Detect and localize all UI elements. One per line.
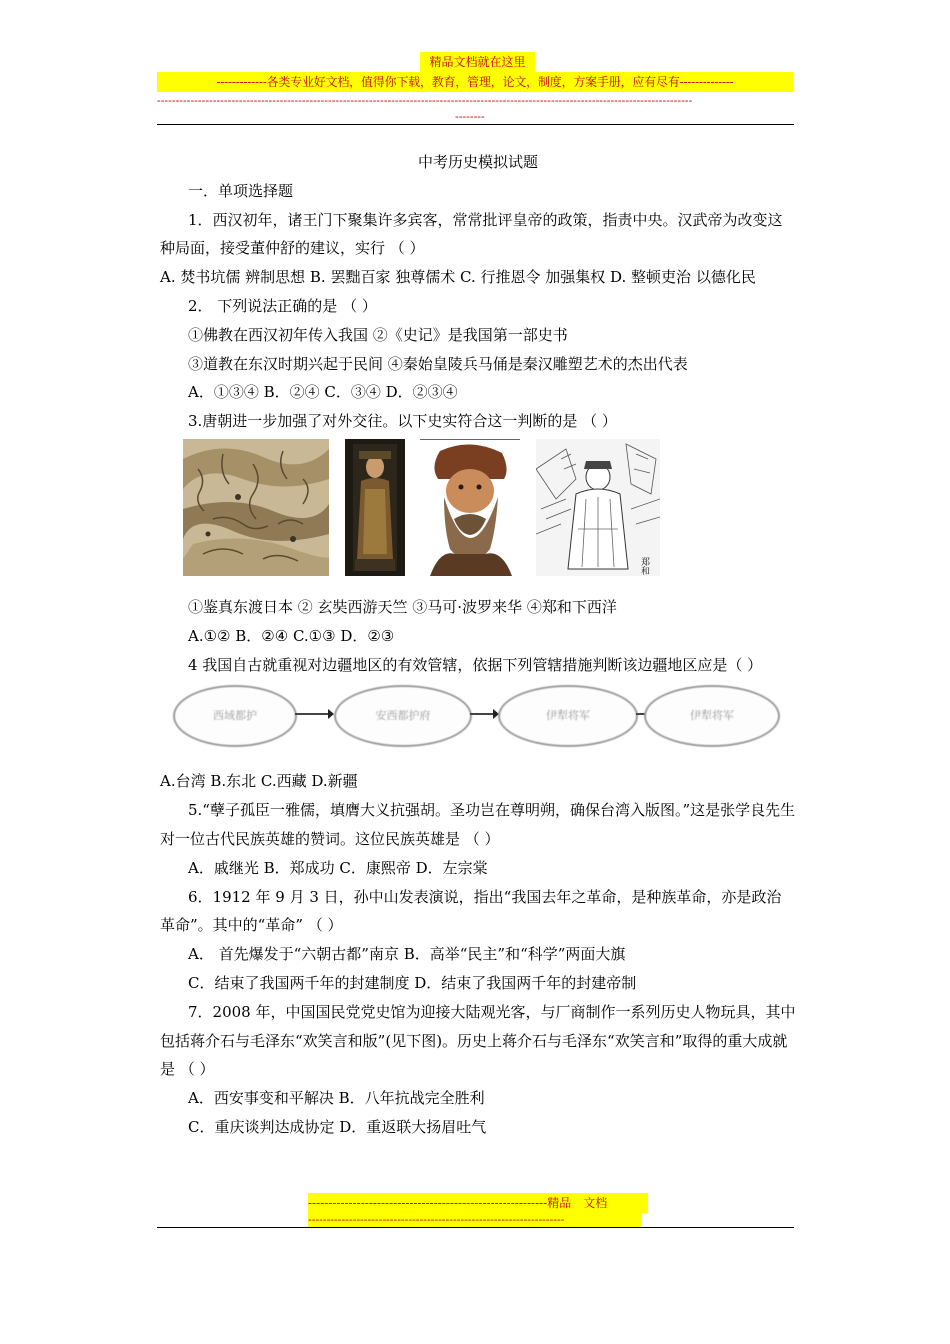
exam-content bbox=[160, 148, 796, 1142]
question-7-stem: 7．2008 年，中国国民党党史馆为迎接大陆观光客，与厂商制作一系列历史人物玩具，其中包括蒋介石与毛泽东“欢笑言和版”(见下图)。历史上蒋介石与毛泽东“欢笑言和”取得的重大成就是 （ ） bbox=[160, 1002, 796, 1079]
flow-arrow-1 bbox=[295, 713, 331, 715]
flow-node-2: 安西都护府 bbox=[334, 685, 472, 747]
question-3-options: A.①② B．②④ C.①③ D．②③ bbox=[188, 626, 395, 645]
flow-node-3: 伊犁将军 bbox=[498, 685, 638, 747]
zheng-he-drawing bbox=[536, 439, 660, 576]
question-3-line1: ①鉴真东渡日本 ② 玄奘西游天竺 ③马可·波罗来华 ④郑和下西洋 bbox=[188, 597, 617, 616]
flow-node-1: 西域都护 bbox=[173, 685, 297, 747]
question-7-option-cd: C．重庆谈判达成协定 D．重返联大扬眉吐气 bbox=[188, 1117, 487, 1136]
question-5-stem: 5.“孽子孤臣一雅儒，填膺大义抗强胡。圣功岂在尊明朔，确保台湾入版图。”这是张学良先生对一位古代民族英雄的赞词。这位民族英雄是 （ ） bbox=[160, 801, 796, 848]
monk-image bbox=[345, 439, 405, 576]
question-1-options: A. 焚书坑儒 辨制思想 B. 罢黜百家 独尊儒术 C. 行推恩令 加强集权 D. 整顿吏治 以德化民 bbox=[160, 268, 756, 287]
question-3-stem: 3.唐朝进一步加强了对外交往。以下史实符合这一判断的是 （ ） bbox=[188, 412, 617, 431]
mural-image bbox=[183, 439, 329, 576]
section-heading: 一．单项选择题 bbox=[188, 181, 294, 200]
question-4-options: A.台湾 B.东北 C.西藏 D.新疆 bbox=[160, 772, 358, 791]
footer-line1: -----------------------------------------------------------精品 文档 bbox=[308, 1193, 648, 1213]
question-5-options: A．戚继光 B．郑成功 C．康熙帝 D．左宗棠 bbox=[188, 858, 488, 877]
footer-rule bbox=[157, 1227, 794, 1228]
question-6-option-cd: C．结束了我国两千年的封建制度 D．结束了我国两千年的封建帝制 bbox=[188, 973, 637, 992]
footer-line2: --------------------------------------------------------------------- bbox=[308, 1213, 641, 1227]
header-tag: 精品文档就在这里 bbox=[420, 52, 535, 72]
header-dashes-short: -------- bbox=[455, 110, 485, 123]
question-2-line2: ③道教在东汉时期兴起于民间 ④秦始皇陵兵马俑是秦汉雕塑艺术的杰出代表 bbox=[188, 354, 688, 373]
flow-arrow-2 bbox=[470, 713, 496, 715]
header-slogan: -------------各类专业好文档，值得你下载，教育，管理，论文，制度，方案手册，应有尽有-------------- bbox=[157, 72, 793, 92]
flow-node-4: 伊犁将军 bbox=[644, 685, 780, 747]
question-2-options: A．①③④ B．②④ C．③④ D．②③④ bbox=[188, 383, 458, 402]
exam-title: 中考历史模拟试题 bbox=[417, 153, 538, 171]
question-1-stem: 1．西汉初年，诸王门下聚集许多宾客，常常批评皇帝的政策，指责中央。汉武帝为改变这种局面，接受董仲舒的建议，实行 （ ） bbox=[160, 210, 783, 258]
zheng-he-caption: 郑和 bbox=[639, 556, 649, 575]
header-rule bbox=[157, 124, 794, 125]
question-4-stem: 4 我国自古就重视对边疆地区的有效管辖，依据下列管辖措施判断该边疆地区应是（ ） bbox=[188, 655, 763, 674]
question-6-option-ab: A． 首先爆发于“六朝古都”南京 B．高举“民主”和“科学”两面大旗 bbox=[188, 945, 626, 964]
question-7-option-ab: A．西安事变和平解决 B．八年抗战完全胜利 bbox=[188, 1089, 485, 1108]
marco-polo-portrait bbox=[420, 439, 520, 576]
question-6-stem: 6．1912 年 9 月 3 日，孙中山发表演说，指出“我国去年之革命，是种族革命，亦是政治革命”。其中的“革命” （ ） bbox=[160, 887, 782, 935]
question-3-images bbox=[160, 439, 796, 591]
question-4-flowchart bbox=[160, 683, 796, 763]
header-dashes: ------------------------------------------------------------------------------------------------------------------------------------------------ bbox=[157, 94, 693, 107]
question-2-line1: ①佛教在西汉初年传入我国 ②《史记》是我国第一部史书 bbox=[188, 325, 568, 344]
question-2-stem: 2． 下列说法正确的是 （ ） bbox=[188, 296, 377, 315]
